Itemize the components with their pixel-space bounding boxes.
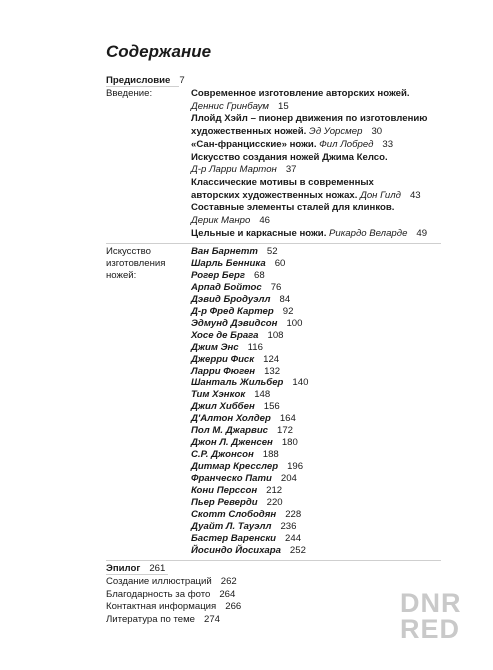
- intro-text: Эд Уорсмер: [308, 126, 363, 138]
- intro-text: Составные элементы сталей для клинков.: [191, 202, 395, 214]
- artist-name: Скотт Слободян: [191, 508, 277, 520]
- toc-entry: [191, 270, 265, 282]
- page-number: 228: [285, 508, 302, 520]
- toc-entry: [191, 437, 298, 449]
- intro-text: 43: [409, 189, 421, 201]
- intro-line: [191, 215, 270, 227]
- page-number: 180: [281, 437, 298, 449]
- toc-entry: [191, 533, 301, 545]
- toc-entry: [106, 601, 241, 613]
- artist-name: Джон Л. Дженсен: [191, 437, 273, 449]
- intro-line: [191, 152, 388, 164]
- page-number: 196: [287, 461, 304, 473]
- page-number: 60: [274, 257, 286, 269]
- page-number: 140: [292, 377, 309, 389]
- intro-line: [191, 101, 289, 113]
- entry-label: Создание иллюстраций: [106, 576, 212, 587]
- toc-entry: [106, 589, 235, 601]
- intro-text: 46: [259, 215, 271, 226]
- page-number: 84: [279, 293, 291, 305]
- artist-name: Шанталь Жильбер: [191, 377, 284, 389]
- section-label-line: ножей:: [106, 270, 137, 281]
- toc-entry: [191, 485, 282, 497]
- page-number: 124: [263, 353, 280, 365]
- artist-name: Пьер Реверди: [191, 496, 258, 508]
- artist-name: Кони Перссон: [191, 485, 258, 496]
- toc-entry: [191, 246, 278, 258]
- intro-text: Рикардо Веларде: [329, 227, 408, 239]
- intro-line: [191, 113, 428, 125]
- intro-text: 33: [382, 138, 394, 150]
- intro-text: Деннис Гринбаум: [191, 100, 269, 112]
- artist-name: Дуайт Л. Тауэлл: [191, 520, 272, 532]
- watermark-logo: [400, 590, 480, 642]
- artist-name: Пол М. Джарвис: [191, 425, 269, 437]
- intro-line: [191, 88, 410, 100]
- toc-entry: [191, 497, 283, 509]
- page-number: 76: [270, 281, 282, 293]
- toc-entry: [106, 576, 237, 588]
- preface-label: Предисловие: [106, 75, 171, 86]
- intro-line: [191, 164, 296, 176]
- page-number: 212: [266, 485, 283, 496]
- page-number: 204: [280, 473, 297, 485]
- intro-text: Современное изготовление авторских ножей.: [191, 88, 410, 99]
- page-number: 108: [267, 329, 284, 341]
- toc-entry: [191, 377, 308, 389]
- toc-entry: [191, 354, 279, 366]
- page-number: 262: [220, 576, 237, 587]
- toc-entry: [191, 282, 281, 294]
- toc-entry: [191, 449, 279, 461]
- intro-text: 37: [285, 164, 297, 176]
- intro-line: [191, 139, 393, 151]
- intro-text: Цельные и каркасные ножи.: [191, 227, 330, 239]
- page-number: 188: [262, 449, 279, 461]
- intro-text: Дон Гилд: [360, 189, 401, 201]
- artist-name: Бастер Варенски: [191, 532, 277, 544]
- intro-text: 15: [277, 100, 289, 112]
- toc-entry: [191, 413, 296, 425]
- toc-entry: [191, 306, 293, 318]
- page-number: 116: [247, 341, 263, 353]
- artist-name: Шарль Бенника: [191, 257, 266, 269]
- preface-page: 7: [179, 75, 185, 86]
- section-label-line: изготовления: [106, 258, 166, 269]
- toc-entry: [191, 258, 285, 270]
- intro-text: художественных ножей.: [191, 126, 309, 138]
- section-label-line: Искусство: [106, 246, 151, 257]
- toc-entry: [191, 389, 270, 401]
- intro-text: 49: [416, 227, 428, 239]
- watermark-line: DNR: [400, 588, 462, 618]
- page-number: 220: [266, 496, 283, 508]
- toc-entry: [106, 614, 220, 626]
- entry-label: Контактная информация: [106, 601, 217, 613]
- page-number: 148: [254, 389, 271, 401]
- page-number: 266: [225, 601, 242, 613]
- artist-name: С.Р. Джонсон: [191, 449, 254, 461]
- toc-entry: [191, 366, 280, 378]
- intro-text: Ллойд Хэйл – пионер движения по изготовлению: [191, 113, 428, 125]
- intro-text: 30: [371, 126, 383, 138]
- page-number: 68: [253, 269, 265, 281]
- epilogue-page: 261: [149, 563, 166, 574]
- toc-entry: [191, 342, 263, 354]
- toc-entry: [191, 521, 296, 533]
- entry-label: Благодарность за фото: [106, 588, 211, 600]
- intro-line: [191, 190, 421, 202]
- artist-name: Ларри Фюген: [191, 365, 256, 377]
- artist-name: Джим Энс: [191, 341, 239, 353]
- artist-name: Джил Хиббен: [191, 401, 255, 413]
- toc-entry: [191, 401, 280, 413]
- divider: [106, 243, 441, 244]
- artist-name: Эдмунд Дэвидсон: [191, 317, 278, 329]
- page-number: 156: [263, 401, 280, 413]
- intro-text: Искусство создания ножей Джима Келсо.: [191, 151, 388, 163]
- intro-text: Д-р Ларри Мартон: [191, 164, 277, 176]
- artist-name: Д-р Фред Картер: [191, 305, 274, 317]
- artist-name: Рогер Берг: [191, 269, 245, 281]
- artist-name: Джерри Фиск: [191, 353, 255, 365]
- intro-line: [191, 228, 427, 240]
- intro-text: «Сан-францисские» ножи.: [191, 138, 320, 150]
- page-number: 264: [219, 588, 236, 600]
- artist-name: Ван Барнетт: [191, 246, 258, 257]
- intro-text: авторских художественных ножах.: [191, 189, 361, 201]
- divider: [106, 560, 441, 561]
- divider: [106, 574, 168, 575]
- toc-entry: [191, 461, 303, 473]
- page-number: 92: [282, 305, 294, 317]
- toc-entry: [191, 545, 306, 557]
- toc-entry: [191, 294, 290, 306]
- toc-entry: [191, 473, 297, 485]
- artist-name: Дитмар Кресслер: [191, 461, 279, 473]
- toc-entry: [191, 318, 302, 330]
- page-number: 274: [204, 614, 221, 626]
- intro-line: [191, 202, 394, 214]
- artist-name: Франческо Пати: [191, 473, 272, 485]
- toc-entry: [191, 425, 293, 437]
- divider: [106, 86, 179, 87]
- page-number: 52: [266, 246, 278, 257]
- intro-text: Дерик Манро: [191, 215, 251, 226]
- page-title: Содержание: [106, 42, 212, 61]
- entry-label: Литература по теме: [106, 614, 196, 626]
- artist-name: Йосиндо Йосихара: [191, 544, 281, 556]
- artist-name: Тим Хэнкок: [191, 389, 246, 401]
- epilogue-label: Эпилог: [106, 563, 141, 574]
- intro-line: [191, 177, 374, 189]
- page-number: 244: [285, 532, 302, 544]
- toc-entry: [191, 330, 284, 342]
- section-label-intro: Введение:: [106, 88, 153, 99]
- artist-name: Арпад Бойтос: [191, 281, 262, 293]
- artist-name: Хосе де Брага: [191, 329, 259, 341]
- intro-text: Фил Лобред: [319, 138, 374, 150]
- artist-name: Д'Алтон Холдер: [191, 413, 271, 425]
- page-number: 172: [277, 425, 294, 437]
- page-number: 252: [289, 544, 306, 556]
- page-number: 236: [280, 520, 297, 532]
- page-number: 164: [279, 413, 296, 425]
- artist-name: Дэвид Бродуэлл: [191, 293, 271, 305]
- page-number: 132: [264, 365, 281, 377]
- watermark-line: RED: [400, 614, 461, 644]
- toc-entry: [191, 509, 301, 521]
- page-number: 100: [286, 317, 303, 329]
- intro-line: [191, 126, 382, 138]
- intro-text: Классические мотивы в современных: [191, 176, 374, 188]
